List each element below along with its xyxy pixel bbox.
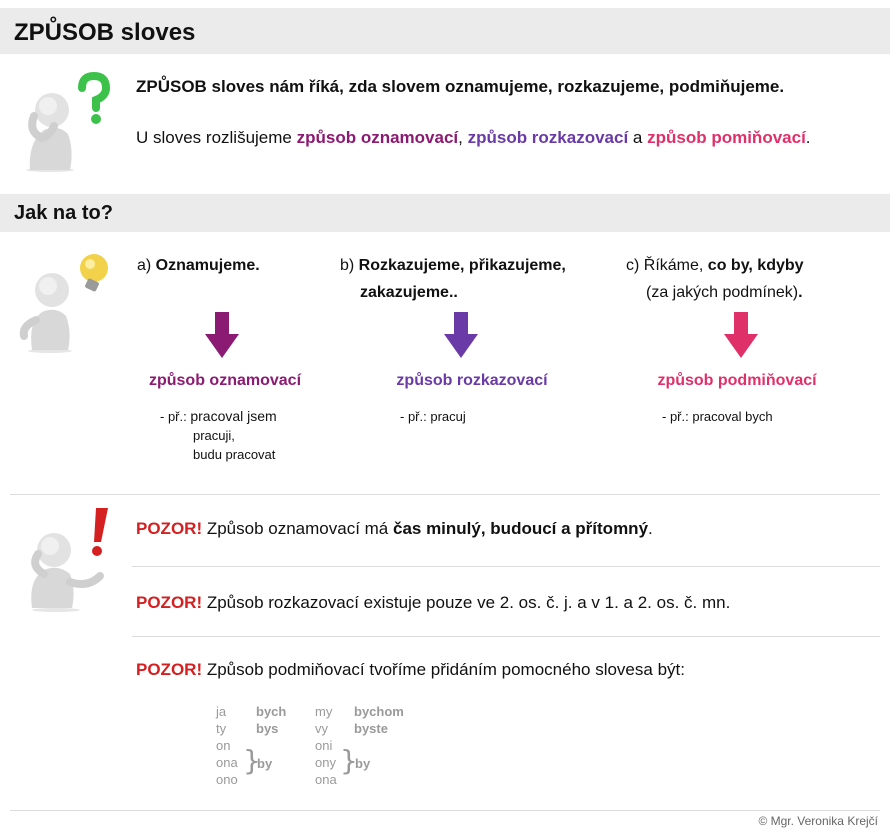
- form-sg-1: bych: [256, 704, 287, 719]
- divider: [10, 810, 880, 811]
- column-c-prefix: c) Říkáme,: [626, 257, 708, 274]
- arrow-down-icon: [444, 312, 478, 358]
- warning-1-bold: čas minulý, budoucí a přítomný: [392, 519, 649, 538]
- pronoun-sg-4: ona: [216, 755, 238, 770]
- pronoun-sg-2: ty: [216, 721, 227, 736]
- pronoun-pl-4: ony: [315, 755, 336, 770]
- column-c-line2-text: (za jakých podmínek): [646, 284, 799, 301]
- warning-1-text: Způsob oznamovací má: [202, 519, 393, 538]
- warning-2: [136, 593, 730, 613]
- warning-3-text: Způsob podmiňovací tvoříme přidáním pomocného slovesa být:: [202, 660, 685, 679]
- column-c-line2: [646, 279, 803, 306]
- intro-modes-and: a: [628, 128, 648, 147]
- pronoun-pl-2: vy: [315, 721, 328, 736]
- brace-sg: }: [243, 744, 261, 777]
- divider: [132, 636, 880, 637]
- example-b-1: pracuj: [430, 409, 466, 424]
- column-c-bold: co by, kdyby: [707, 257, 804, 274]
- warning-3: [136, 660, 685, 680]
- arrow-down-icon: [724, 312, 758, 358]
- column-b-bold: Rozkazujeme, přikazujeme,: [358, 257, 566, 274]
- form-pl-3: by: [355, 756, 371, 771]
- pronoun-pl-1: my: [315, 704, 333, 719]
- section-band: [0, 194, 890, 232]
- mode-podminovaci: způsob podmiňovací: [657, 372, 817, 389]
- form-sg-2: bys: [256, 721, 279, 736]
- section-title: Jak na to?: [14, 202, 113, 224]
- intro-definition: ZPŮSOB sloves nám říká, zda slovem oznamujeme, rozkazujeme, podmiňujeme.: [136, 77, 785, 96]
- intro-modes: [136, 128, 811, 148]
- form-pl-1: bychom: [354, 704, 404, 719]
- warning-3-label: POZOR!: [136, 660, 203, 679]
- column-a-prefix: a): [137, 257, 156, 274]
- column-b-heading: [340, 252, 566, 279]
- copyright: © Mgr. Veronika Krejčí: [758, 814, 878, 828]
- warning-1-label: POZOR!: [136, 519, 203, 538]
- intro-mode-oznamovaci: způsob oznamovací: [296, 128, 459, 147]
- arrow-down-icon: [205, 312, 239, 358]
- figure-exclamation-icon: [14, 504, 124, 619]
- column-b-bold-2: zakazujeme..: [360, 284, 458, 301]
- example-c-1: pracoval bych: [692, 409, 773, 424]
- intro-modes-sep: ,: [458, 128, 468, 147]
- intro-mode-rozkazovaci: způsob rozkazovací: [467, 128, 629, 147]
- form-pl-2: byste: [354, 721, 388, 736]
- column-c-line2-end: .: [798, 284, 803, 301]
- example-a: [160, 408, 277, 424]
- mode-oznamovaci: způsob oznamovací: [148, 372, 302, 389]
- column-b-prefix: b): [340, 257, 359, 274]
- pronoun-sg-1: ja: [216, 704, 227, 719]
- column-c-heading: [626, 252, 804, 279]
- page-title: ZPŮSOB sloves: [14, 19, 196, 46]
- pronoun-pl-3: oni: [315, 738, 333, 753]
- divider: [132, 566, 880, 567]
- pronoun-sg-5: ono: [216, 772, 238, 787]
- figure-lightbulb-icon: [14, 250, 114, 359]
- intro-modes-prefix: U sloves rozlišujeme: [136, 128, 297, 147]
- warning-2-label: POZOR!: [136, 593, 203, 612]
- example-b-prefix: - př.:: [400, 409, 431, 424]
- example-c-prefix: - př.:: [662, 409, 693, 424]
- column-a-bold: Oznamujeme.: [155, 257, 260, 274]
- intro-mode-podminovaci: způsob pomiňovací: [647, 128, 806, 147]
- column-a-heading: [137, 252, 260, 279]
- title-band: [0, 8, 890, 54]
- warning-1: [136, 519, 653, 539]
- example-a-1: pracoval jsem: [190, 408, 277, 424]
- mode-rozkazovaci: způsob rozkazovací: [396, 372, 548, 389]
- form-sg-3: by: [257, 756, 273, 771]
- intro-modes-end: .: [805, 128, 811, 147]
- warning-2-text: Způsob rozkazovací existuje pouze ve 2. os. č. j. a v 1. a 2. os. č. mn.: [202, 593, 731, 612]
- example-a-3: budu pracovat: [193, 447, 276, 462]
- warning-1-end: .: [648, 519, 653, 538]
- example-b: [400, 409, 466, 424]
- example-a-prefix: - př.:: [160, 409, 191, 424]
- example-c: [662, 409, 773, 424]
- example-a-2: pracuji,: [193, 428, 235, 443]
- divider: [10, 494, 880, 495]
- pronoun-pl-5: ona: [315, 772, 337, 787]
- thinking-figure-question-icon: [14, 72, 114, 177]
- pronoun-sg-3: on: [216, 738, 231, 753]
- brace-pl: }: [340, 744, 358, 777]
